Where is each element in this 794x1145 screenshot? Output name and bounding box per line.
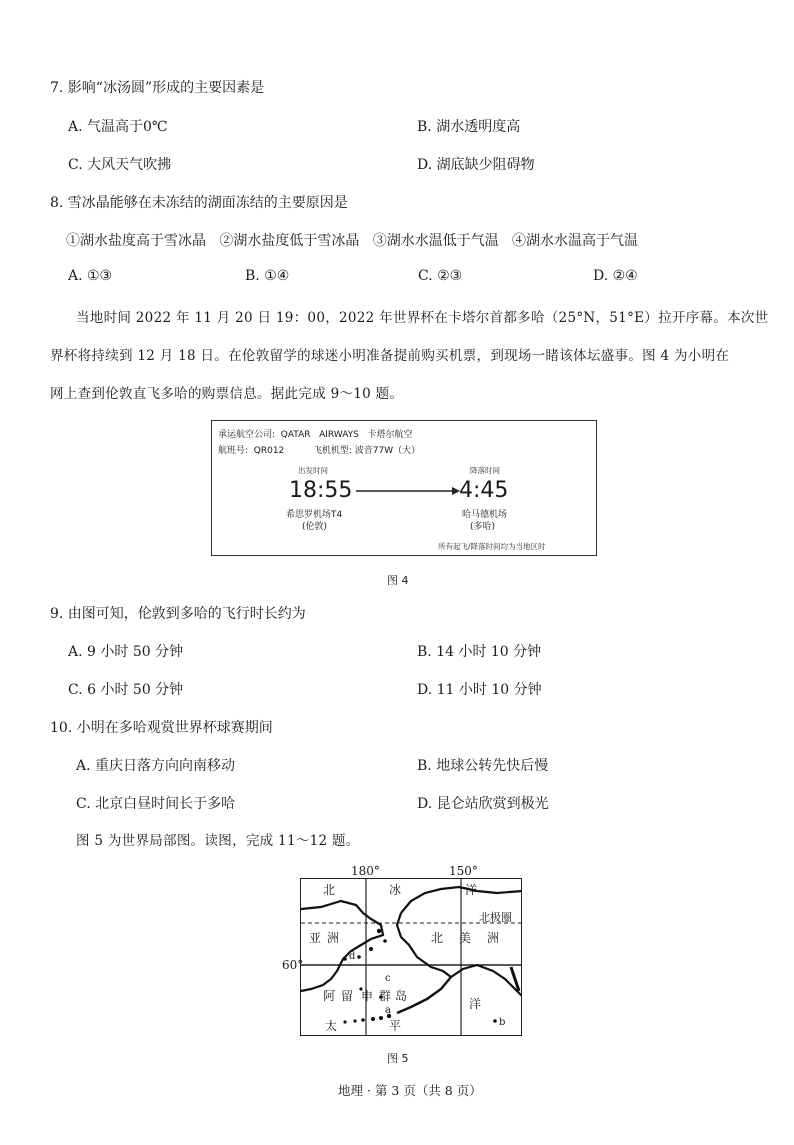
map-label-arctic-circle: 北极圈 — [479, 911, 512, 924]
q7-option-d: D. 湖底缺少阻碍物 — [417, 157, 535, 173]
map-label-na-3: 洲 — [487, 931, 500, 945]
ticket-carrier: 承运航空公司: QATAR AIRWAYS 卡塔尔航空 — [218, 430, 413, 440]
map-point-c: c — [385, 973, 391, 984]
world-partial-map — [300, 878, 522, 1036]
map-label-arctic-3: 洋 — [465, 883, 478, 897]
arrival-label: 降落时间 — [470, 466, 500, 475]
map-label-asia-2: 洲 — [327, 931, 340, 945]
q10-option-b: B. 地球公转先快后慢 — [417, 758, 549, 774]
ticket-flight: 航班号: QR012 飞机机型: 波音77W（大） — [218, 446, 421, 456]
map-label-pacific-3: 洋 — [469, 997, 482, 1011]
flight-ticket — [211, 420, 597, 556]
figure-5-caption: 图 5 — [387, 1052, 409, 1065]
departure-city: (伦敦) — [302, 522, 328, 532]
map-label-na-1: 北 — [431, 931, 444, 945]
figure-4-caption: 图 4 — [387, 574, 409, 587]
q10-option-d: D. 昆仑站欣赏到极光 — [417, 796, 549, 812]
map-label-na-2: 美 — [459, 931, 472, 945]
q8-option-c: C. ②③ — [418, 268, 463, 284]
passage-line-2: 界杯将持续到 12 月 18 日。在伦敦留学的球迷小明准备提前购买机票，到现场一睹该体坛盛事。图 4 为小明在 — [50, 348, 730, 364]
q10-option-a: A. 重庆日落方向向南移动 — [76, 758, 236, 774]
flight-arrow — [354, 485, 462, 497]
map-graphic — [301, 879, 522, 1036]
q10-stem: 10. 小明在多哈观赏世界杯球赛期间 — [50, 720, 273, 736]
map-label-pacific-2: 平 — [389, 1019, 402, 1033]
arrival-airport: 哈马德机场 — [462, 510, 508, 520]
map-point-b: b — [499, 1017, 506, 1028]
departure-time: 18:55 — [289, 478, 353, 503]
departure-label: 出发时间 — [298, 466, 328, 475]
q7-option-c: C. 大风天气吹拂 — [68, 157, 172, 173]
q7-option-a: A. 气温高于0℃ — [68, 119, 168, 135]
map-point-a: a — [385, 1005, 391, 1016]
q9-option-b: B. 14 小时 10 分钟 — [417, 644, 542, 660]
q9-option-a: A. 9 小时 50 分钟 — [68, 644, 184, 660]
ticket-note: 所有起飞/降落时间均为当地区时 — [438, 542, 546, 551]
q8-statements: ①湖水盐度高于雪冰晶 ②湖水盐度低于雪冰晶 ③湖水水温低于气温 ④湖水水温高于气温 — [66, 233, 639, 249]
q8-option-a: A. ①③ — [68, 268, 113, 284]
map-label-aleut-3: 申 — [361, 989, 374, 1003]
q8-option-d: D. ②④ — [593, 268, 638, 284]
passage-line-1: 当地时间 2022 年 11 月 20 日 19：00，2022 年世界杯在卡塔尔首都多哈（25°N，51°E）拉开序幕。本次世 — [76, 310, 769, 326]
arrival-city: (多哈) — [470, 522, 496, 532]
q7-stem: 7. 影响“冰汤圆”形成的主要因素是 — [50, 80, 265, 96]
q9-option-c: C. 6 小时 50 分钟 — [68, 682, 184, 698]
arrival-time: 4:45 — [459, 478, 509, 503]
map-label-aleut-1: 阿 — [323, 989, 336, 1003]
passage-line-3: 网上查到伦敦直飞多哈的购票信息。据此完成 9～10 题。 — [50, 386, 404, 402]
map-lon-150: 150° — [449, 864, 478, 878]
q9-option-d: D. 11 小时 10 分钟 — [417, 682, 542, 698]
map-label-aleut-4: 群 — [379, 989, 392, 1003]
map-lat-60: 60° — [282, 958, 304, 972]
q7-option-b: B. 湖水透明度高 — [417, 119, 521, 135]
map-label-arctic-1: 北 — [323, 883, 336, 897]
q8-option-b: B. ①④ — [245, 268, 290, 284]
q10-option-c: C. 北京白昼时间长于多哈 — [76, 796, 236, 812]
map-label-arctic-2: 冰 — [389, 883, 402, 897]
map-label-aleut-2: 留 — [341, 989, 354, 1003]
map-label-pacific-1: 太 — [325, 1019, 338, 1033]
q8-stem: 8. 雪冰晶能够在未冻结的湖面冻结的主要原因是 — [50, 195, 348, 211]
map-lon-180: 180° — [351, 864, 380, 878]
map-label-asia-1: 亚 — [309, 931, 322, 945]
departure-airport: 希思罗机场T4 — [286, 510, 343, 520]
q9-stem: 9. 由图可知，伦敦到多哈的飞行时长约为 — [50, 606, 306, 622]
map-point-d: d — [349, 951, 356, 962]
figure-5-intro: 图 5 为世界局部图。读图，完成 11～12 题。 — [76, 833, 360, 849]
map-label-aleut-5: 岛 — [395, 989, 408, 1003]
page-footer: 地理 · 第 3 页（共 8 页） — [338, 1083, 482, 1098]
